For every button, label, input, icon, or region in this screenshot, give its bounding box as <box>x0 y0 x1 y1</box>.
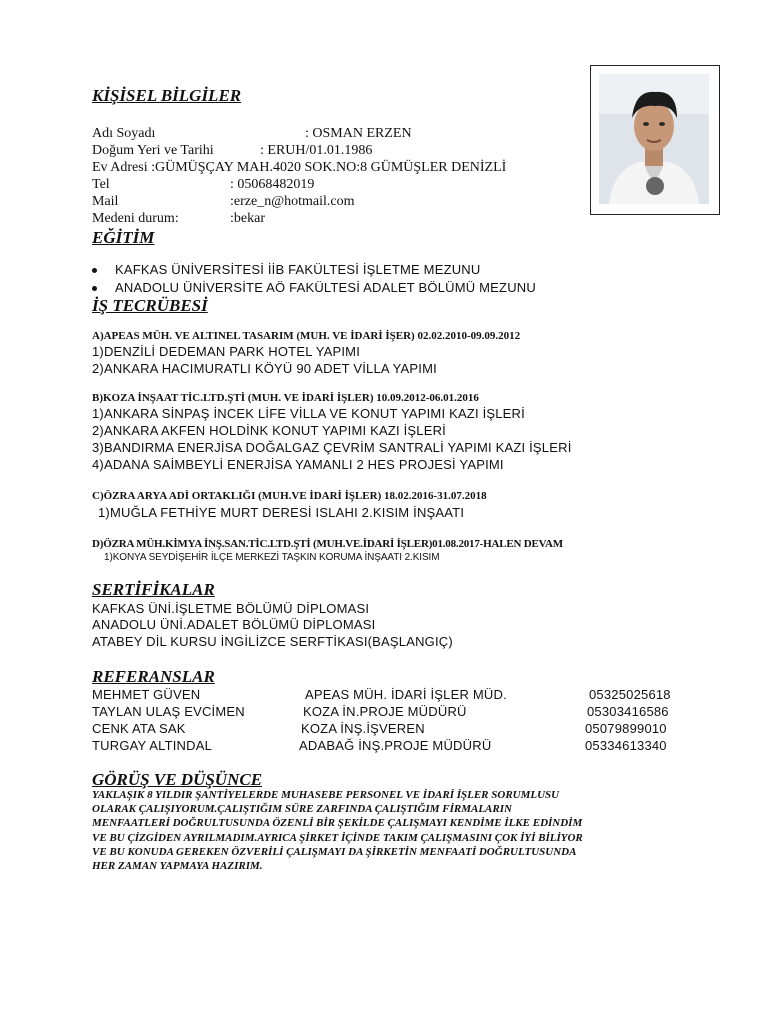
job-item: 1)ANKARA SİNPAŞ İNCEK LİFE VİLLA VE KONUT YAPIMI KAZI İŞLERİ <box>92 406 525 421</box>
job-item: 1)KONYA SEYDİŞEHİR İLÇE MERKEZİ TAŞKIN KORUMA İNŞAATI 2.KISIM <box>104 552 440 563</box>
reference-phone: 05079899010 <box>585 721 667 736</box>
mail-value: :erze_n@hotmail.com <box>230 194 355 209</box>
certificate-item: ATABEY DİL KURSU İNGİLİZCE SERFTİKASI(BAŞLANGIÇ) <box>92 634 453 649</box>
education-item: KAFKAS ÜNİVERSİTESİ İİB FAKÜLTESİ İŞLETME MEZUNU <box>115 262 481 277</box>
opinion-line: OLARAK ÇALIŞIYORUM.ÇALIŞTIĞIM SÜRE ZARFINDA ÇALIŞTIĞIM FİRMALARIN <box>92 803 512 816</box>
tel-value: : 05068482019 <box>230 177 315 192</box>
job-item: 3)BANDIRMA ENERJİSA DOĞALGAZ ÇEVRİM SANTRALİ YAPIMI KAZI İŞLERİ <box>92 440 572 455</box>
name-label: Adı Soyadı <box>92 126 156 141</box>
tel-label: Tel <box>92 177 110 192</box>
job-title: C)ÖZRA ARYA ADİ ORTAKLIĞI (MUH.VE İDARİ İŞLER) 18.02.2016-31.07.2018 <box>92 490 487 502</box>
marital-label: Medeni durum: <box>92 211 179 226</box>
reference-role: APEAS MÜH. İDARİ İŞLER MÜD. <box>305 687 507 702</box>
job-item: 1)DENZİLİ DEDEMAN PARK HOTEL YAPIMI <box>92 344 361 359</box>
marital-value: :bekar <box>230 211 265 226</box>
job-item: 1)MUĞLA FETHİYE MURT DERESİ ISLAHI 2.KISIM İNŞAATI <box>98 505 465 520</box>
person-photo-icon <box>599 74 709 204</box>
reference-phone: 05303416586 <box>587 704 669 719</box>
personal-info-heading: KİŞİSEL BİLGİLER <box>92 86 242 105</box>
job-title: A)APEAS MÜH. VE ALTINEL TASARIM (MUH. VE İDARİ İŞER) 02.02.2010-09.09.2012 <box>92 330 521 342</box>
experience-heading: İŞ TECRÜBESİ <box>92 296 208 315</box>
opinion-heading: GÖRÜŞ VE DÜŞÜNCE <box>92 770 263 789</box>
reference-role: ADABAĞ İNŞ.PROJE MÜDÜRÜ <box>299 738 492 753</box>
certificate-item: ANADOLU ÜNİ.ADALET BÖLÜMÜ DİPLOMASI <box>92 617 376 632</box>
opinion-line: VE BU KONUDA GEREKEN ÖZVERİLİ ÇALIŞMAYI DA ŞİRKETİN MENFAATİ DOĞRULTUSUNDA <box>92 845 577 858</box>
reference-name: TAYLAN ULAŞ EVCİMEN <box>92 704 245 719</box>
birth-value: : ERUH/01.01.1986 <box>260 143 373 158</box>
job-item: 2)ANKARA AKFEN HOLDİNK KONUT YAPIMI KAZI İŞLERİ <box>92 423 446 438</box>
job-title: D)ÖZRA MÜH.KİMYA İNŞ.SAN.TİC.LTD.ŞTİ (MUH.VE.İDARİ İŞLER)01.08.2017-HALEN DEVAM <box>92 538 563 550</box>
mail-label: Mail <box>92 194 119 209</box>
references-heading: REFERANSLAR <box>92 667 215 686</box>
profile-photo <box>599 74 709 204</box>
reference-role: KOZA İNŞ.İŞVEREN <box>301 721 425 736</box>
job-item: 4)ADANA SAİMBEYLİ ENERJİSA YAMANLI 2 HES PROJESİ YAPIMI <box>92 457 504 472</box>
education-heading: EĞİTİM <box>92 228 155 247</box>
certificates-heading: SERTİFİKALAR <box>92 580 215 599</box>
job-title: B)KOZA İNŞAAT TİC.LTD.ŞTİ (MUH. VE İDARİ İŞLER) 10.09.2012-06.01.2016 <box>92 392 479 404</box>
reference-name: TURGAY ALTINDAL <box>92 738 213 753</box>
job-item: 2)ANKARA HACIMURATLI KÖYÜ 90 ADET VİLLA YAPIMI <box>92 361 437 376</box>
opinion-line: VE BU ÇİZGİDEN AYRILMADIM.AYRICA ŞİRKET İÇİNDE TAKIM ÇALIŞMASINI ÇOK İYİ BİLİYOR <box>92 831 583 844</box>
reference-name: CENK ATA SAK <box>92 721 186 736</box>
opinion-paragraph <box>92 788 692 873</box>
opinion-line: YAKLAŞIK 8 YILDIR ŞANTİYELERDE MUHASEBE PERSONEL VE İDARİ İŞLER SORUMLUSU <box>92 789 560 801</box>
address-line: Ev Adresi :GÜMÜŞÇAY MAH.4020 SOK.NO:8 GÜMÜŞLER DENİZLİ <box>92 160 507 175</box>
opinion-line: MENFAATLERİ DOĞRULTUSUNDA ÖZENLİ BİR ŞEKİLDE ÇALIŞMAYI KENDİME İLKE EDİNDİM <box>92 817 583 830</box>
education-item: ANADOLU ÜNİVERSİTE AÖ FAKÜLTESİ ADALET BÖLÜMÜ MEZUNU <box>115 280 536 295</box>
reference-name: MEHMET GÜVEN <box>92 687 201 702</box>
profile-photo-frame <box>590 65 720 215</box>
bullet-icon <box>92 268 97 273</box>
reference-phone: 05325025618 <box>589 687 671 702</box>
bullet-icon <box>92 286 97 291</box>
reference-role: KOZA İN.PROJE MÜDÜRÜ <box>303 704 467 719</box>
reference-phone: 05334613340 <box>585 738 667 753</box>
certificate-item: KAFKAS ÜNİ.İŞLETME BÖLÜMÜ DİPLOMASI <box>92 601 370 616</box>
birth-label: Doğum Yeri ve Tarihi <box>92 143 214 158</box>
opinion-line: HER ZAMAN YAPMAYA HAZIRIM. <box>92 860 263 873</box>
name-value: : OSMAN ERZEN <box>305 126 412 141</box>
